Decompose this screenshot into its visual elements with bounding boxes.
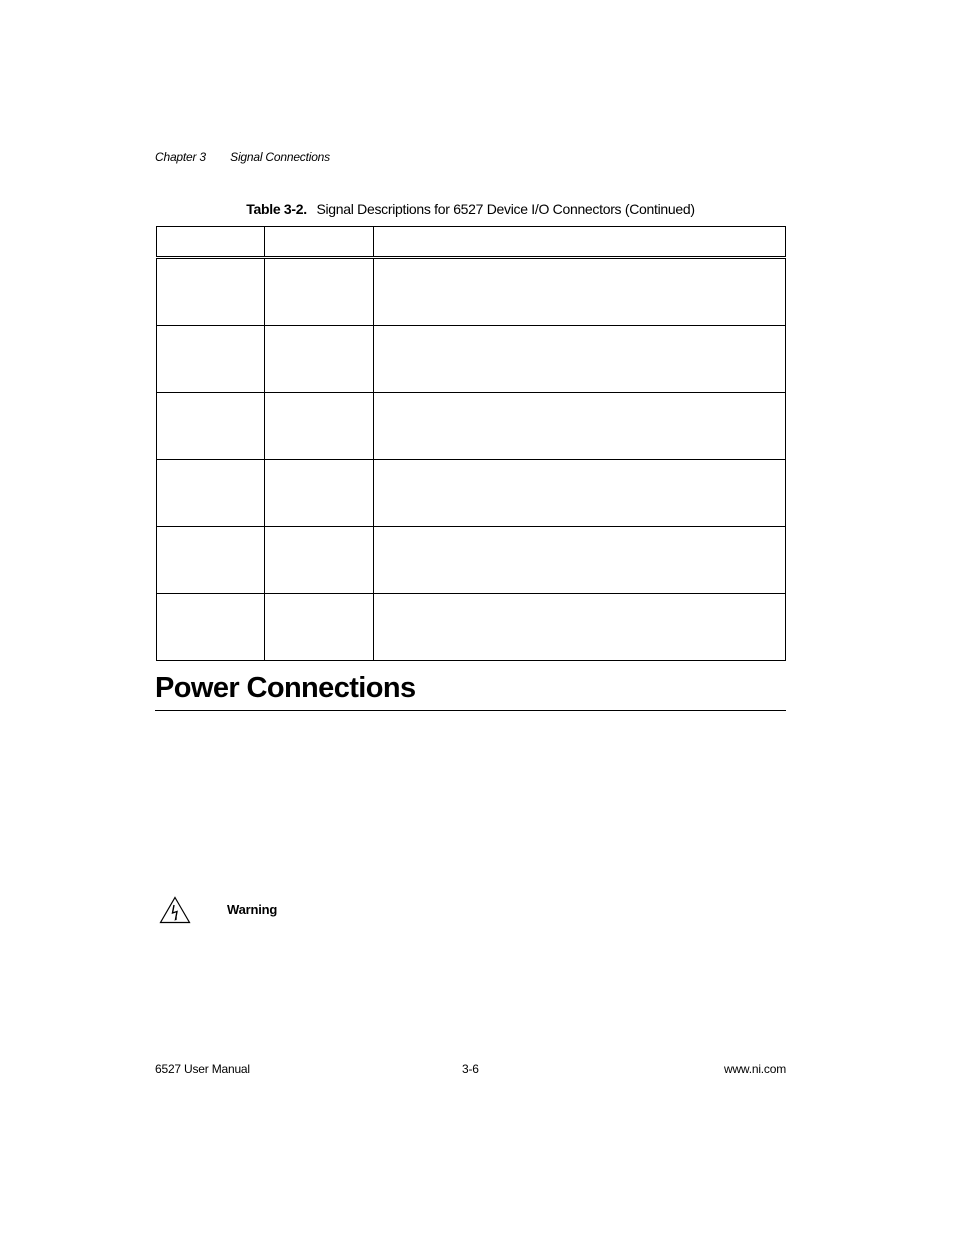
table-caption-label: Table 3-2. <box>246 201 307 217</box>
warning-triangle-lightning-icon <box>159 896 191 924</box>
footer-page-number: 3-6 <box>462 1062 479 1076</box>
table-row <box>157 527 786 594</box>
signal-descriptions-table <box>156 226 786 661</box>
table-cell <box>157 258 265 326</box>
table-cell <box>374 258 786 326</box>
table-header-cell <box>374 227 786 258</box>
running-header <box>155 150 330 164</box>
warning-label: Warning <box>227 902 278 917</box>
table-caption <box>155 201 786 217</box>
table-row <box>157 393 786 460</box>
table-header-cell <box>265 227 374 258</box>
table-cell <box>265 258 374 326</box>
header-section: Signal Connections <box>230 150 330 164</box>
table-cell <box>157 594 265 661</box>
header-chapter: Chapter 3 <box>155 150 206 164</box>
table-cell <box>157 393 265 460</box>
table-cell <box>265 393 374 460</box>
table-cell <box>374 460 786 527</box>
table-cell <box>157 527 265 594</box>
table-cell <box>374 326 786 393</box>
table-row <box>157 258 786 326</box>
footer-website-link[interactable]: www.ni.com <box>723 1062 786 1076</box>
table-header-row <box>157 227 786 258</box>
table-cell <box>265 460 374 527</box>
table-caption-text: Signal Descriptions for 6527 Device I/O Connectors (Continued) <box>316 201 695 217</box>
footer-manual-title: 6527 User Manual <box>155 1062 250 1076</box>
table-row <box>157 594 786 661</box>
section-title: Power Connections <box>155 670 786 711</box>
table-cell <box>265 326 374 393</box>
table-header-cell <box>157 227 265 258</box>
table-cell <box>374 594 786 661</box>
table-row <box>157 326 786 393</box>
table-cell <box>265 527 374 594</box>
table-cell <box>157 460 265 527</box>
table-cell <box>374 527 786 594</box>
table-row <box>157 460 786 527</box>
table-cell <box>157 326 265 393</box>
table-cell <box>265 594 374 661</box>
table-cell <box>374 393 786 460</box>
